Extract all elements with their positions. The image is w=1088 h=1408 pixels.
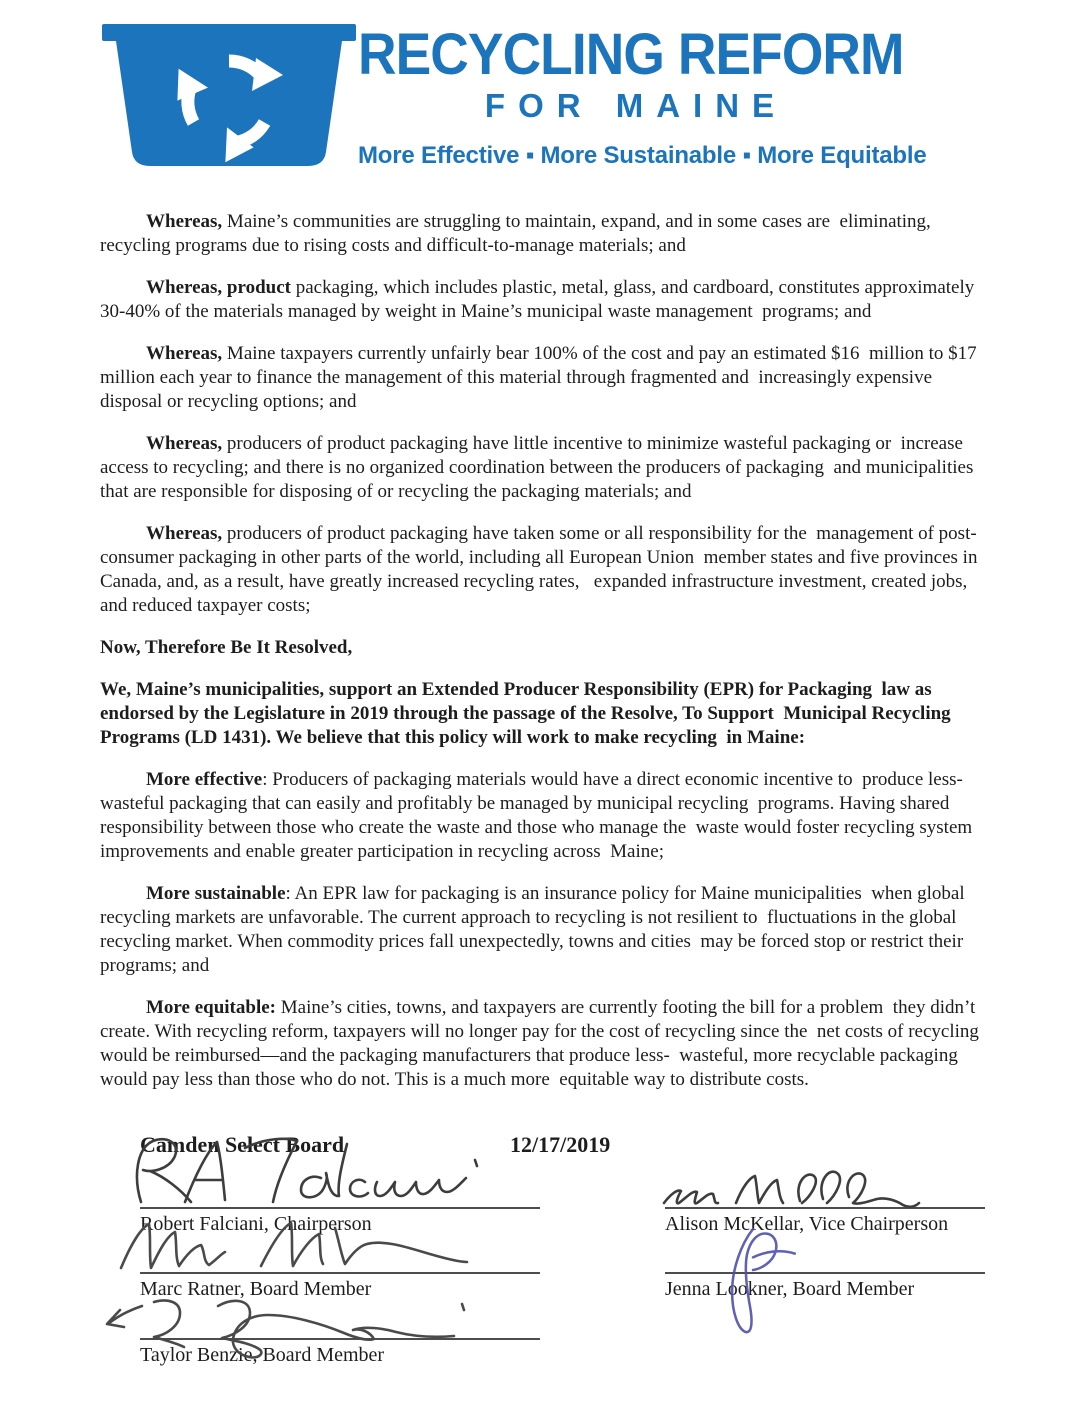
whereas-paragraph bbox=[100, 210, 986, 258]
paragraph-text: Maine’s cities, towns, and taxpayers are currently footing the bill for a problem they didn’t create. With recycling reform, taxpayers will no longer pay for the cost of recycling since the net costs of recycling would be reimbursed—and the packaging manufacturers that produce less- wasteful, more recyclable packaging would pay less than those who do not. This is a much more equitable way to distribute costs. bbox=[100, 997, 984, 1090]
falciani-signature-icon bbox=[125, 1131, 485, 1209]
whereas-paragraph bbox=[100, 276, 986, 324]
paragraph-text: producers of product packaging have taken some or all responsibility for the management of post-consumer packaging in other parts of the world, including all European Union member states and five provinces in Canada, and, as a result, have greatly increased recycling rates, expanded infrastructure investment, created jobs, and reduced taxpayer costs; bbox=[100, 523, 983, 616]
paragraph-text: : Producers of packaging materials would have a direct economic incentive to produce less-wasteful packaging that can easily and profitably be managed by municipal recycling programs. Having shared responsibility between those who create the waste and those who manage the waste would foster recycling system improvements and enable greater participation in recycling across Maine; bbox=[100, 769, 977, 862]
paragraph-lead: More equitable: bbox=[146, 997, 276, 1018]
logo-tagline: More Effective ▪ More Sustainable ▪ More Equitable bbox=[358, 142, 927, 169]
paragraph-lead: Whereas, product bbox=[146, 277, 291, 298]
signer-name: Robert Falciani, Chairperson bbox=[140, 1213, 372, 1235]
resolution-paragraph: We, Maine’s municipalities, support an Extended Producer Responsibility (EPR) for Packaging law as endorsed by the Legislature in 2019 through the passage of the Resolve, To Support Municipal Recycling Programs (LD 1431). We believe that this policy will work to make recycling in Maine: bbox=[100, 679, 956, 748]
more-equitable-paragraph bbox=[100, 996, 986, 1092]
paragraph-lead: Whereas, bbox=[146, 433, 223, 454]
whereas-paragraph bbox=[100, 522, 986, 618]
logo-title: RECYCLING REFORM bbox=[358, 22, 904, 87]
signer-name: Alison McKellar, Vice Chairperson bbox=[665, 1213, 949, 1235]
more-effective-paragraph bbox=[100, 768, 986, 864]
paragraph-text: : An EPR law for packaging is an insurance policy for Maine municipalities when global recycling markets are unfavorable. The current approach to recycling is not resilient to fluctuations in the global recycling market. When commodity prices fall unexpectedly, towns and cities may be forced stop or restrict their programs; and bbox=[100, 883, 970, 976]
resolved-heading: Now, Therefore Be It Resolved, bbox=[100, 637, 353, 658]
recycling-bin-icon bbox=[100, 12, 358, 176]
whereas-paragraph bbox=[100, 342, 986, 414]
paragraph-text: Maine’s communities are struggling to maintain, expand, and in some cases are eliminating, recycling programs due to rising costs and difficult-to-manage materials; and bbox=[100, 211, 936, 256]
lookner-signature-icon bbox=[693, 1226, 813, 1338]
paragraph-text: packaging, which includes plastic, metal, glass, and cardboard, constitutes approximately 30-40% of the materials managed by weight in Maine’s municipal waste management programs; and bbox=[100, 277, 979, 322]
signer-name: Taylor Benzie, Board Member bbox=[140, 1344, 385, 1366]
signer-name: Jenna Lookner, Board Member bbox=[665, 1278, 915, 1300]
whereas-paragraph bbox=[100, 432, 986, 504]
document-body bbox=[100, 210, 986, 1110]
signature-block-lookner bbox=[665, 1210, 985, 1306]
benzie-signature-icon bbox=[102, 1290, 522, 1352]
more-sustainable-paragraph bbox=[100, 882, 986, 978]
mckellar-signature-icon bbox=[660, 1167, 960, 1213]
paragraph-lead: Whereas, bbox=[146, 211, 223, 232]
signature-date: 12/17/2019 bbox=[510, 1132, 611, 1157]
paragraph-lead: More sustainable bbox=[146, 883, 286, 904]
signature-block-benzie bbox=[140, 1276, 540, 1372]
signer-name: Marc Ratner, Board Member bbox=[140, 1278, 372, 1300]
paragraph-lead: Whereas, bbox=[146, 523, 223, 544]
paragraph-text: producers of product packaging have little incentive to minimize wasteful packaging or increase access to recycling; and there is no organized coordination between the producers of packaging and municipalities that are responsible for disposing of or recycling the packaging materials; and bbox=[100, 433, 979, 502]
logo-subtitle: FOR MAINE bbox=[484, 87, 788, 124]
paragraph-lead: Whereas, bbox=[146, 343, 223, 364]
logo-text-block bbox=[358, 22, 966, 170]
ratner-signature-icon bbox=[115, 1218, 495, 1276]
board-name: Camden Select Board bbox=[140, 1132, 345, 1157]
paragraph-text: Maine taxpayers currently unfairly bear 100% of the cost and pay an estimated $16 million to $17 million each year to finance the management of this material through fragmented and increasingly expensive disposal or recycling options; and bbox=[100, 343, 982, 412]
paragraph-lead: More effective bbox=[146, 769, 263, 790]
